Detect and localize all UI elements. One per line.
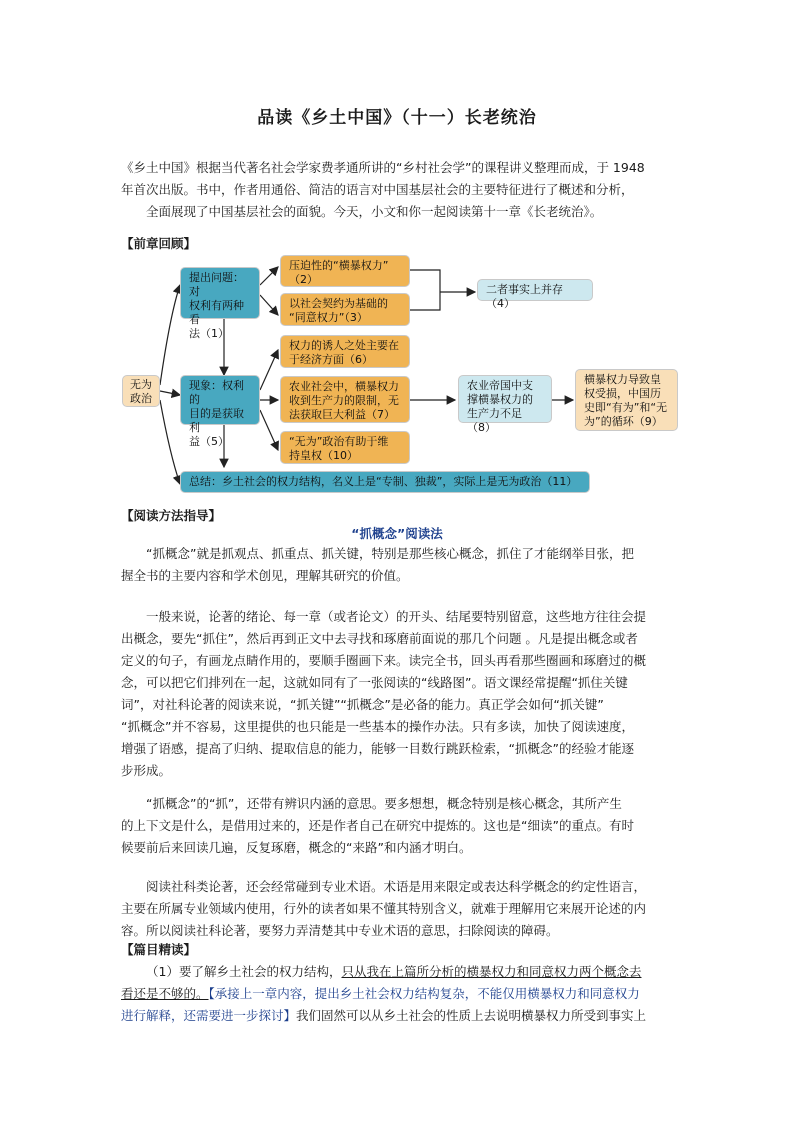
method-paragraph-2: [121, 606, 681, 782]
text-line: “抓概念”的“抓”，还带有辨识内涵的意思。要多想想，概念特别是核心概念，其所产生: [146, 796, 622, 811]
underlined-text: 看还是不够的。: [121, 986, 209, 1001]
intro-line: 年首次出版。书中，作者用通俗、简洁的语言对中国基层社会的主要特征进行了概述和分析，: [121, 182, 634, 197]
text-line: 增强了语感，提高了归纳、提取信息的能力，能够一目数行跳跃检索，“抓概念”的经验才能逐: [121, 741, 634, 756]
method-paragraph-1: [121, 543, 681, 587]
diagram-node-6: 权力的诱人之处主要在 于经济方面（6）: [280, 335, 410, 368]
text-line: 的上下文是什么，是借用过来的，还是作者自己在研究中提炼的。这也是“细读”的重点。有时: [121, 818, 634, 833]
diagram-node-3: 以社会契约为基础的 “同意权力”（3）: [280, 293, 410, 326]
diagram-node-2: 压迫性的“横暴权力” （2）: [280, 255, 410, 287]
intro-paragraph: [121, 157, 681, 223]
section-heading-method: 【阅读方法指导】: [121, 508, 222, 523]
text-line: 候要前后来回读几遍，反复琢磨，概念的“来路”和内涵才明白。: [121, 840, 472, 855]
concept-diagram: [120, 255, 690, 500]
diagram-node-10: “无为”政治有助于维 持皇权（10）: [280, 431, 410, 464]
text-line: 握全书的主要内容和学术创见，理解其研究的价值。: [121, 568, 409, 583]
text-line: 一般来说，论著的绪论、每一章（或者论文）的开头、结尾要特别留意，这些地方往往会提: [146, 609, 647, 624]
text-line: “抓概念”并不容易，这里提供的也只能是一些基本的操作办法。只有多读，加快了阅读速度，: [121, 719, 634, 734]
intro-line: 《乡土中国》根据当代著名社会学家费孝通所讲的“乡村社会学”的课程讲义整理而成，于 1948: [121, 160, 645, 175]
text-line: 定义的句子，有画龙点睛作用的，要顺手圈画下来。读完全书，回头再看那些圈画和琢磨过的概: [121, 653, 647, 668]
diagram-node-8: 农业帝国中支 撑横暴权力的 生产力不足（8）: [458, 375, 552, 423]
intro-line: 全面展现了中国基层社会的面貌。今天，小文和你一起阅读第十一章《长老统治》。: [146, 204, 603, 219]
annotation-note: 【承接上一章内容，提出乡土社会权力结构复杂，不能仅用横暴权力和同意权力: [208, 986, 640, 1001]
method-subtitle: “抓概念”阅读法: [351, 526, 443, 541]
reading-paragraph-1: [121, 961, 681, 1027]
text-line: 出概念，要先“抓住”，然后再到正文中去寻找和琢磨前面说的那几个问题 。凡是提出概念或者: [121, 631, 638, 646]
annotation-note: 进行解释，还需要进一步探讨】: [121, 1008, 297, 1023]
diagram-node-9: 横暴权力导致皇 权受损，中国历 史即“有为”和“无 为”的循环（9）: [575, 369, 678, 431]
section-heading-reading: 【篇目精读】: [121, 942, 197, 957]
text-line: “抓概念”就是抓观点、抓重点、抓关键，特别是那些核心概念，抓住了才能纲举目张，把: [146, 546, 634, 561]
text-line: 阅读社科类论著，还会经常碰到专业术语。术语是用来限定或表达科学概念的约定性语言，: [146, 879, 647, 894]
text-line: 容。所以阅读社科论著，要努力弄清楚其中专业术语的意思，扫除阅读的障碍。: [121, 923, 559, 938]
text-line: 主要在所属专业领域内使用，行外的读者如果不懂其特别含义，就难于理解用它来展开论述的内: [121, 901, 647, 916]
underlined-text: 只从我在上篇所分析的横暴权力和同意权力两个概念去: [341, 964, 642, 979]
text-line: 念，可以把它们排列在一起，这就如同有了一张阅读的“线路图”。语文课经常提醒“抓住关键: [121, 675, 628, 690]
method-paragraph-3: [121, 793, 681, 859]
text-line: 步形成。: [121, 763, 172, 778]
diagram-node-phenomenon: 现象：权利的 目的是获取利 益（5）: [180, 375, 260, 425]
text-line: （1）要了解乡土社会的权力结构，: [146, 964, 342, 979]
text-line: 我们固然可以从乡土社会的性质上去说明横暴权力所受到事实上: [296, 1008, 647, 1023]
method-paragraph-4: [121, 876, 681, 942]
section-heading-review: 【前章回顾】: [121, 236, 197, 251]
diagram-node-root: 无为 政治: [122, 375, 160, 407]
diagram-node-7: 农业社会中，横暴权力 收到生产力的限制，无 法获取巨大利益（7）: [280, 376, 410, 423]
text-line: 词”，对社科论著的阅读来说，“抓关键”“抓概念”是必备的能力。真正学会如何“抓关键”: [121, 697, 604, 712]
diagram-node-summary: 总结：乡土社会的权力结构，名义上是“专制、独裁”，实际上是无为政治（11）: [180, 471, 590, 493]
diagram-node-question: 提出问题：对 权利有两种看 法（1）: [180, 267, 260, 319]
page-title: 品读《乡土中国》（十一）长老统治: [257, 108, 537, 128]
diagram-node-4: 二者事实上并存（4）: [477, 279, 593, 301]
